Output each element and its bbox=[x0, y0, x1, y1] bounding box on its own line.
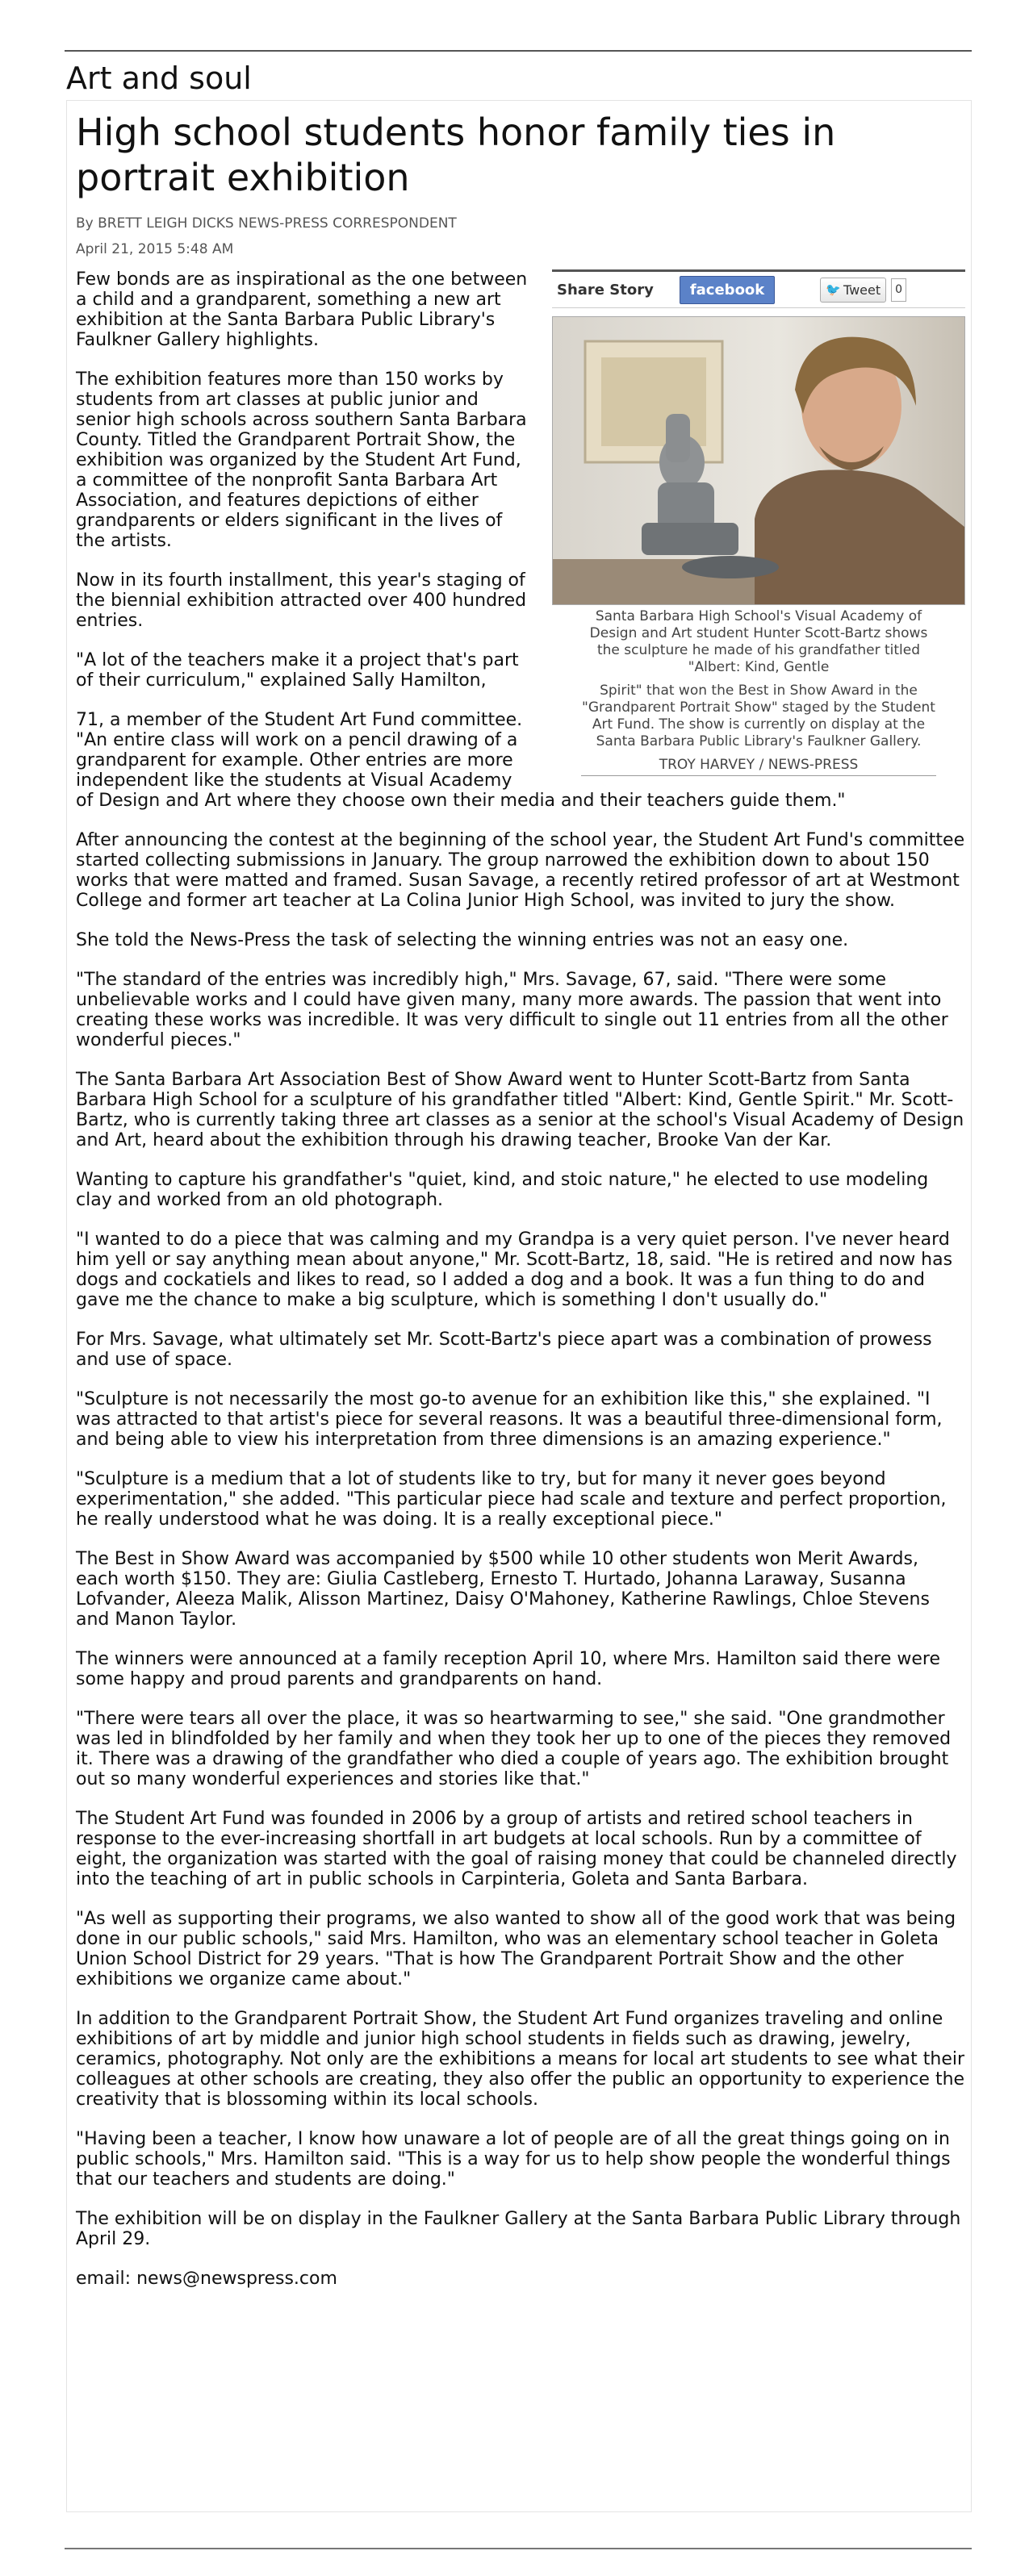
photo-credit: TROY HARVEY / NEWS-PRESS bbox=[581, 757, 936, 776]
photo-caption-part-1: Santa Barbara High School's Visual Academy of Design and Art student Hunter Scott-Bartz shows the sculpture he made of his grandfather titled "Albert: Kind, Gentle bbox=[589, 608, 928, 675]
tweet-label: Tweet bbox=[843, 282, 881, 298]
article-date: April 21, 2015 5:48 AM bbox=[76, 241, 234, 257]
paragraph: In addition to the Grandparent Portrait Show, the Student Art Fund organizes traveling and online exhibitions of art by middle and junior high school students in fields such as drawing, jewelry, ceramics, photography. Not only are the exhibitions a means for local art students to see what their colleagues at other schools are creating, they also offer the public an opportunity to experience the creativity that is blossoming within its local schools. bbox=[76, 2009, 965, 2110]
article bbox=[76, 105, 965, 2290]
paragraph: Wanting to capture his grandfather's "quiet, kind, and stoic nature," he elected to use modeling clay and worked from an old photograph. bbox=[76, 1170, 929, 1210]
contact-email[interactable]: email: news@newspress.com bbox=[76, 2269, 337, 2289]
paragraph: 71, a member of the Student Art Fund committee. "An entire class will work on a pencil drawing of a grandparent for example. Other entries are more independent like the students at Visual Academy of Design and Art where they choose own their media and their teachers guide them." bbox=[76, 710, 846, 811]
share-label: Share Story bbox=[557, 281, 654, 299]
paragraph: "A lot of the teachers make it a project that's part of their curriculum," explained Sally Hamilton, bbox=[76, 650, 519, 691]
photo-caption-part-2: Spirit" that won the Best in Show Award in the "Grandparent Portrait Show" staged by the Student Art Fund. The show is currently on display at the Santa Barbara Public Library's Faulkner Gallery. bbox=[582, 683, 935, 749]
paragraph: "Having been a teacher, I know how unaware a lot of people are of all the great things going on in public schools," Mrs. Hamilton said. "This is a way for us to help show people the wonderful things that our teachers and students are doing." bbox=[76, 2129, 951, 2190]
section-title: Art and soul bbox=[66, 61, 252, 96]
paragraph: After announcing the contest at the beginning of the school year, the Student Art Fund's committee started collecting submissions in January. The group narrowed the exhibition down to about 150 works that were matted and framed. Susan Savage, a recently retired professor of art at Westmont College and former art teacher at La Colina Junior High School, was invited to jury the show. bbox=[76, 830, 965, 911]
paragraph: The Santa Barbara Art Association Best of Show Award went to Hunter Scott-Bartz from Santa Barbara High School for a sculpture of his grandfather titled "Albert: Kind, Gentle Spirit." Mr. Scott-Bartz, who is currently taking three art classes as a senior at the school's Visual Academy of Design and Art, heard about the exhibition through his drawing teacher, Brooke Van der Kar. bbox=[76, 1070, 964, 1150]
paragraph: The winners were announced at a family reception April 10, where Mrs. Hamilton said there were some happy and proud parents and grandparents on hand. bbox=[76, 1649, 940, 1689]
paragraph: The exhibition features more than 150 works by students from art classes at public junior and senior high schools across southern Santa Barbara County. Titled the Grandparent Portrait Show, the exhibition was organized by the Student Art Fund, a committee of the nonprofit Santa Barbara Art Association, and features depictions of either grandparents or elders significant in the lives of the artists. bbox=[76, 369, 527, 551]
paragraph: The Best in Show Award was accompanied by $500 while 10 other students won Merit Awards, each worth $150. They are: Giulia Castleberg, Ernesto T. Hurtado, Johanna Laraway, Susanna Lofvander, Aleeza Malik, Alisson Martinez, Daisy O'Mahoney, Katherine Rawlings, Chloe Stevens and Manon Taylor. bbox=[76, 1549, 930, 1630]
paragraph: She told the News-Press the task of selecting the winning entries was not an easy one. bbox=[76, 930, 849, 950]
article-photo[interactable] bbox=[552, 316, 965, 605]
article-body bbox=[76, 269, 965, 2290]
paragraph: Now in its fourth installment, this year's staging of the biennial exhibition attracted over 400 hundred entries. bbox=[76, 570, 527, 631]
paragraph: Few bonds are as inspirational as the one between a child and a grandparent, something a new art exhibition at the Santa Barbara Public Library's Faulkner Gallery highlights. bbox=[76, 269, 528, 350]
article-headline: High school students honor family ties in portrait exhibition bbox=[76, 111, 836, 199]
paragraph: The exhibition will be on display in the Faulkner Gallery at the Santa Barbara Public Library through April 29. bbox=[76, 2209, 961, 2249]
paragraph: "Sculpture is a medium that a lot of students like to try, but for many it never goes beyond experimentation," she added. "This particular piece had scale and texture and perfect proportion, he really understood what he was doing. It is a really exceptional piece." bbox=[76, 1469, 947, 1530]
paragraph: "Sculpture is not necessarily the most go-to avenue for an exhibition like this," she explained. "I was attracted to that artist's piece for several reasons. It was a beautiful three-dimensional form, and being able to view his interpretation from three dimensions is an amazing experience." bbox=[76, 1389, 943, 1450]
tweet-count: 0 bbox=[891, 278, 906, 302]
share-bar bbox=[552, 269, 965, 308]
twitter-bird-icon: 🐦 bbox=[826, 282, 841, 297]
paragraph: The Student Art Fund was founded in 2006 by a group of artists and retired school teachers in response to the ever-increasing shortfall in art budgets at local schools. Run by a committee of eight, the organization was started with the goal of raising money that could be channeled directly into the teaching of art in public schools in Carpinteria, Goleta and Santa Barbara. bbox=[76, 1809, 957, 1889]
paragraph: "The standard of the entries was incredibly high," Mrs. Savage, 67, said. "There were some unbelievable works and I could have given many, many more awards. The passion that went into creating these works was incredible. It was very difficult to single out 11 entries from all the other wonderful pieces." bbox=[76, 970, 948, 1050]
bottom-divider bbox=[65, 2548, 972, 2549]
paragraph: "I wanted to do a piece that was calming and my Grandpa is a very quiet person. I've never heard him yell or say anything mean about anyone," Mr. Scott-Bartz, 18, said. "He is retired and now has dogs and cockatiels and likes to read, so I added a dog and a book. It was a fun thing to do and gave me the chance to make a big sculpture, which is something I don't usually do." bbox=[76, 1230, 953, 1310]
student-with-sculpture-photo bbox=[553, 317, 964, 604]
paragraph: "As well as supporting their programs, we also wanted to show all of the good work that was being done in our public schools," said Mrs. Hamilton, who was an elementary school teacher in Goleta Union School District for 29 years. "That is how The Grandparent Portrait Show and the other exhibitions we organize came about." bbox=[76, 1909, 956, 1989]
paragraph: "There were tears all over the place, it was so heartwarming to see," she said. "One grandmother was led in blindfolded by her family and when they took her up to one of the pieces they removed it. There was a drawing of the grandfather who died a couple of years ago. The exhibition brought out so many wonderful experiences and stories like that." bbox=[76, 1709, 952, 1789]
article-byline: By BRETT LEIGH DICKS NEWS-PRESS CORRESPONDENT bbox=[76, 215, 457, 232]
paragraph: For Mrs. Savage, what ultimately set Mr. Scott-Bartz's piece apart was a combination of prowess and use of space. bbox=[76, 1330, 932, 1370]
facebook-share-button[interactable]: facebook bbox=[680, 276, 775, 304]
media-sidebar bbox=[552, 269, 965, 776]
tweet-button[interactable] bbox=[820, 278, 886, 303]
top-divider bbox=[65, 50, 972, 52]
photo-caption bbox=[581, 608, 936, 776]
